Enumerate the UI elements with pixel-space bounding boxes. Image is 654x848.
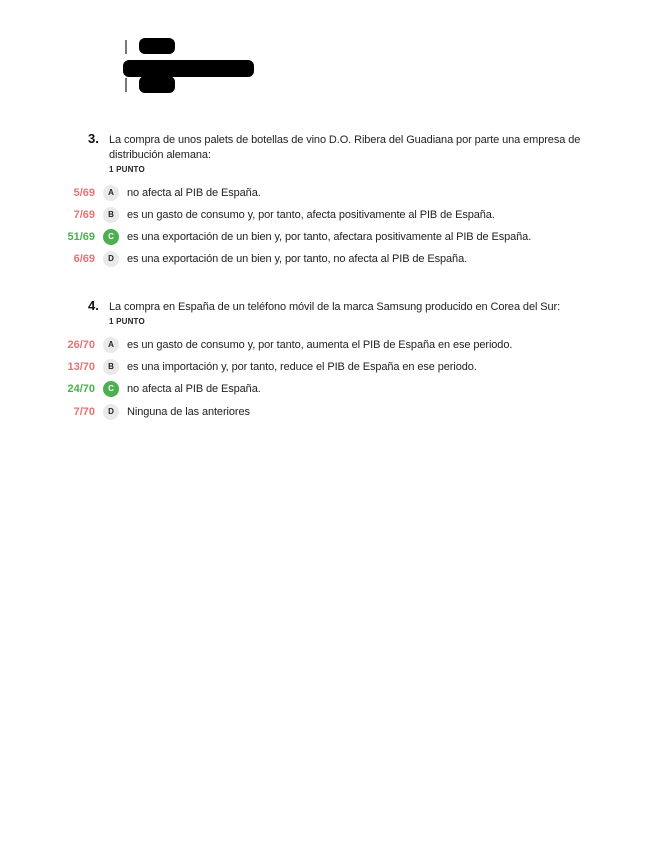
option-row: [0, 359, 654, 377]
option-letter-badge: C: [103, 381, 119, 397]
option-text: es una importación y, por tanto, reduce el PIB de España en ese periodo.: [127, 361, 477, 373]
option-text: no afecta al PIB de España.: [127, 383, 261, 395]
option-score: 24/70: [67, 383, 95, 395]
option-row: [0, 381, 654, 399]
option-letter-badge: A: [103, 185, 119, 201]
question-4: [0, 300, 654, 326]
question-text: La compra en España de un teléfono móvil de la marca Samsung producido en Corea del Sur:: [109, 301, 561, 313]
option-letter-badge: D: [103, 251, 119, 267]
question-text: La compra de unos palets de botellas de vino D.O. Ribera del Guadiana por parte una empresa de distribución alemana:: [109, 134, 581, 161]
option-letter-badge: C: [103, 229, 119, 245]
redaction-divider: [125, 78, 127, 92]
redaction-bar: [139, 38, 175, 54]
option-row: [0, 207, 654, 225]
option-text: es una exportación de un bien y, por tanto, no afecta al PIB de España.: [127, 253, 468, 265]
redaction-divider: [125, 40, 127, 54]
option-score: 5/69: [73, 187, 95, 199]
option-row: [0, 185, 654, 203]
question-header: [0, 300, 654, 326]
option-text: es un gasto de consumo y, por tanto, aumenta el PIB de España en ese periodo.: [127, 339, 513, 351]
option-text: Ninguna de las anteriores: [127, 406, 250, 418]
option-score: 13/70: [67, 361, 95, 373]
option-score: 51/69: [67, 231, 95, 243]
option-row: [0, 337, 654, 355]
option-score: 7/70: [73, 406, 95, 418]
redaction-bar: [139, 76, 175, 93]
option-row: [0, 404, 654, 422]
option-letter-badge: B: [103, 207, 119, 223]
redacted-header: [120, 36, 260, 98]
option-row: [0, 251, 654, 269]
question-3: [0, 133, 654, 174]
option-text: es un gasto de consumo y, por tanto, afecta positivamente al PIB de España.: [127, 209, 495, 221]
option-score: 7/69: [73, 209, 95, 221]
option-row: [0, 229, 654, 247]
question-points: 1 PUNTO: [109, 317, 145, 326]
option-letter-badge: B: [103, 359, 119, 375]
option-letter-badge: A: [103, 337, 119, 353]
option-text: no afecta al PIB de España.: [127, 187, 261, 199]
option-score: 6/69: [73, 253, 95, 265]
redaction-bar: [123, 60, 254, 77]
question-points: 1 PUNTO: [109, 165, 145, 174]
question-number: 3.: [88, 131, 99, 146]
question-number: 4.: [88, 298, 99, 313]
option-text: es una exportación de un bien y, por tanto, afectara positivamente al PIB de España.: [127, 231, 532, 243]
option-score: 26/70: [67, 339, 95, 351]
option-letter-badge: D: [103, 404, 119, 420]
question-header: [0, 133, 654, 174]
